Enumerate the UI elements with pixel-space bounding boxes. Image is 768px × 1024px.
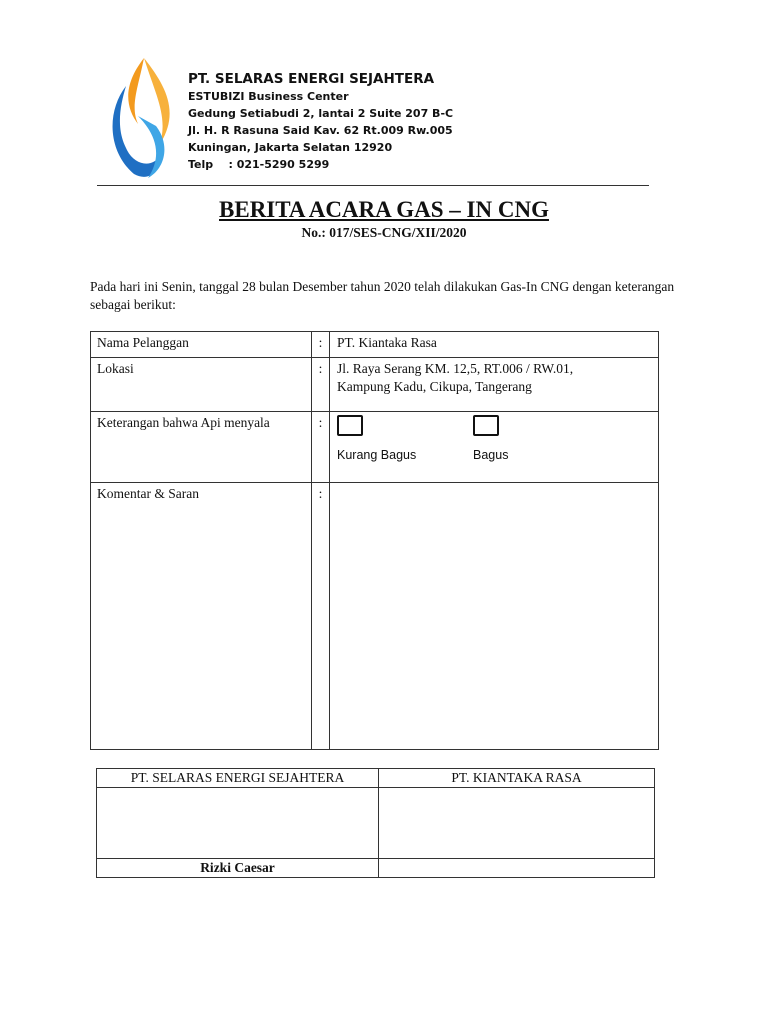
- separator: :: [318, 415, 323, 430]
- address-line: Kuningan, Jakarta Selatan 12920: [188, 141, 393, 154]
- separator: :: [318, 335, 323, 350]
- company-name: PT. SELARAS ENERGI SEJAHTERA: [188, 71, 435, 87]
- option-label: Bagus: [473, 448, 509, 462]
- party1-signature-area[interactable]: [97, 788, 379, 859]
- checkbox-bagus[interactable]: [473, 415, 499, 436]
- telephone: Telp : 021-5290 5299: [188, 158, 330, 171]
- company-header: [188, 70, 453, 173]
- document-number: No.: 017/SES-CNG/XII/2020: [301, 225, 467, 240]
- separator: :: [318, 361, 323, 376]
- comment-field[interactable]: [330, 483, 659, 750]
- company-logo-flame-icon: [104, 56, 184, 184]
- address-line: ESTUBIZI Business Center: [188, 90, 349, 103]
- option-kurang-bagus[interactable]: [337, 415, 363, 440]
- form-table: [90, 331, 659, 750]
- address-line: Jl. H. R Rasuna Said Kav. 62 Rt.009 Rw.005: [188, 124, 453, 137]
- signer1-name: Rizki Caesar: [97, 859, 379, 878]
- party2-signature-area[interactable]: [379, 788, 655, 859]
- customer-label: Nama Pelanggan: [97, 335, 189, 350]
- document-title: BERITA ACARA GAS – IN CNG: [219, 197, 549, 222]
- intro-paragraph: Pada hari ini Senin, tanggal 28 bulan Desember tahun 2020 telah dilakukan Gas-In CNG dengan keterangan sebagai berikut:: [90, 279, 675, 312]
- checkbox-kurang-bagus[interactable]: [337, 415, 363, 436]
- location-line: Jl. Raya Serang KM. 12,5, RT.006 / RW.01,: [337, 361, 574, 376]
- customer-value: PT. Kiantaka Rasa: [337, 335, 437, 350]
- option-bagus[interactable]: [473, 415, 499, 440]
- header-divider: [97, 185, 649, 186]
- location-line: Kampung Kadu, Cikupa, Tangerang: [337, 379, 532, 394]
- signature-table: [96, 768, 655, 878]
- address-line: Gedung Setiabudi 2, lantai 2 Suite 207 B-C: [188, 107, 454, 120]
- option-label: Kurang Bagus: [337, 448, 417, 462]
- comment-label: Komentar & Saran: [97, 486, 199, 501]
- party2-name: PT. KIANTAKA RASA: [379, 769, 655, 788]
- signer2-name: [379, 859, 655, 878]
- flame-label: Keterangan bahwa Api menyala: [97, 415, 270, 430]
- separator: :: [318, 486, 323, 501]
- location-label: Lokasi: [97, 361, 134, 376]
- party1-name: PT. SELARAS ENERGI SEJAHTERA: [97, 769, 379, 788]
